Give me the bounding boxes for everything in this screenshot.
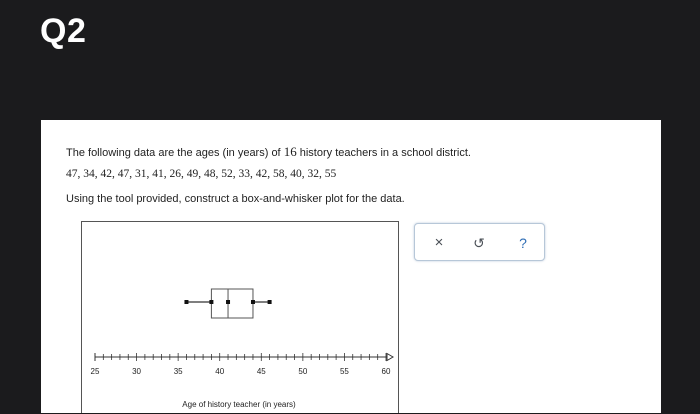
undo-icon[interactable]: ↺ [473,235,485,251]
tick-label: 25 [90,367,100,376]
min-point[interactable] [184,300,188,304]
axis-label: Age of history teacher (in years) [182,400,296,409]
tick-label: 55 [339,367,349,376]
boxplot-tool-area[interactable] [81,221,399,413]
question-panel [41,120,661,413]
instruction-text: Using the tool provided, construct a box-and-whisker plot for the data. [66,193,405,205]
number-line-arrow [387,354,393,361]
prompt-text-start: The following data are the ages (in years) of [66,147,284,159]
max-point[interactable] [268,300,272,304]
q1-point[interactable] [209,300,213,304]
teacher-count: 16 [283,144,297,159]
median-point[interactable] [226,300,230,304]
prompt-text-end: history teachers in a school district. [296,147,471,159]
tick-label: 60 [381,367,391,376]
boxplot-canvas[interactable] [82,222,400,414]
tool-panel [414,223,545,261]
clear-button[interactable]: × [434,234,444,251]
box-q1-q3[interactable] [211,289,253,318]
tick-label: 35 [173,367,183,376]
data-values: 47, 34, 42, 47, 31, 41, 26, 49, 48, 52, 33, 42, 58, 40, 32, 55 [66,168,337,180]
tick-label: 40 [215,367,225,376]
tick-label: 50 [298,367,308,376]
number-line-tick-labels [91,367,391,376]
question-prompt [66,144,471,160]
q3-point[interactable] [251,300,255,304]
tick-label: 45 [256,367,266,376]
help-button[interactable]: ? [519,235,527,251]
question-heading: Q2 [40,12,87,50]
tick-label: 30 [132,367,142,376]
